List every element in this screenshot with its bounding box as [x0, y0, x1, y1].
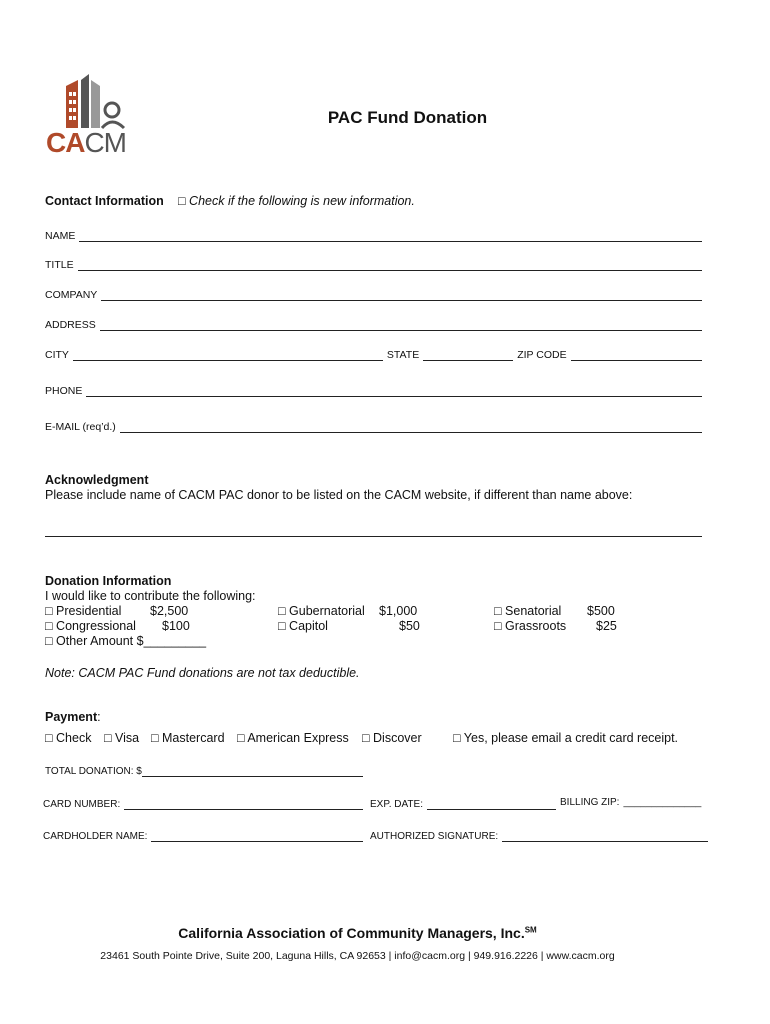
exp-date-input-line[interactable] [427, 797, 556, 810]
level-label: Gubernatorial [289, 604, 365, 618]
city-label: CITY [45, 349, 69, 361]
name-field[interactable] [45, 229, 702, 242]
checkbox-box[interactable]: □ [278, 604, 286, 618]
level-label: Capitol [289, 619, 328, 633]
cardholder-input-line[interactable] [151, 829, 363, 842]
payment-heading-row [45, 710, 101, 724]
zip-label: ZIP CODE [517, 349, 567, 361]
level-label: Senatorial [505, 604, 562, 618]
level-gubernatorial[interactable] [278, 604, 365, 618]
checkbox-box[interactable]: □ [178, 194, 186, 208]
email-input-line[interactable] [120, 420, 702, 433]
total-donation-field[interactable] [45, 764, 363, 777]
level-label: Presidential [56, 604, 122, 618]
title-label: TITLE [45, 259, 74, 271]
signature-field[interactable] [370, 829, 708, 842]
checkbox-box[interactable]: □ [494, 604, 502, 618]
level-amount: $25 [596, 619, 617, 633]
level-presidential[interactable] [45, 604, 121, 618]
payment-heading: Payment [45, 710, 98, 724]
cardholder-field[interactable] [43, 829, 363, 842]
address-input-line[interactable] [100, 318, 702, 331]
billing-zip-label: BILLING ZIP: [560, 797, 620, 808]
signature-input-line[interactable] [502, 829, 708, 842]
checkbox-box[interactable]: □ [45, 604, 53, 618]
acknowledgment-heading: Acknowledgment [45, 473, 149, 487]
city-input-line[interactable] [73, 348, 383, 361]
card-number-field[interactable] [43, 797, 363, 810]
title-field[interactable] [45, 258, 702, 271]
company-input-line[interactable] [101, 288, 702, 301]
state-label: STATE [386, 349, 420, 361]
billing-zip-field[interactable] [560, 797, 710, 808]
checkbox-box[interactable]: □ [278, 619, 286, 633]
level-label: Grassroots [505, 619, 567, 633]
city-state-zip-field[interactable] [45, 348, 702, 361]
address-label: ADDRESS [45, 319, 96, 331]
contact-heading: Contact Information [45, 194, 164, 208]
cardholder-label: CARDHOLDER NAME: [43, 831, 148, 842]
name-input-line[interactable] [79, 229, 702, 242]
footer-org [0, 925, 715, 941]
phone-field[interactable] [45, 384, 702, 397]
level-amount: $100 [162, 619, 190, 633]
pay-mastercard[interactable]: □ Mastercard [151, 731, 225, 745]
level-grassroots[interactable] [494, 619, 566, 633]
level-label: Congressional [56, 619, 136, 633]
footer-address: 23461 South Pointe Drive, Suite 200, Laguna Hills, CA 92653 | info@cacm.org | 949.916.2226 | www.cacm.org [100, 950, 615, 962]
company-label: COMPANY [45, 289, 98, 301]
email-receipt-checkbox[interactable]: □ Yes, please email a credit card receipt. [453, 731, 679, 745]
footer-org-name: California Association of Community Managers, Inc. [178, 925, 525, 941]
payment-colon: : [97, 710, 101, 724]
level-amount: $50 [399, 619, 420, 633]
pay-visa[interactable]: □ Visa [104, 731, 140, 745]
company-field[interactable] [45, 288, 702, 301]
zip-input-line[interactable] [571, 348, 702, 361]
name-label: NAME [45, 230, 76, 242]
level-amount: $2,500 [150, 604, 189, 618]
exp-date-field[interactable] [370, 797, 556, 810]
level-amount: $500 [587, 604, 615, 618]
address-field[interactable] [45, 318, 702, 331]
other-amount[interactable]: □ Other Amount $_________ [45, 634, 207, 648]
pay-amex[interactable]: □ American Express [237, 731, 349, 745]
donor-name-input-line[interactable] [45, 524, 702, 537]
new-info-label: Check if the following is new information. [189, 194, 415, 208]
phone-label: PHONE [45, 385, 83, 397]
title-input-line[interactable] [78, 258, 702, 271]
phone-input-line[interactable] [86, 384, 702, 397]
billing-zip-blank[interactable]: ______________ [623, 797, 702, 808]
level-amount: $1,000 [379, 604, 418, 618]
donation-heading: Donation Information [45, 574, 172, 588]
total-input-line[interactable] [142, 764, 363, 777]
level-congressional[interactable] [45, 619, 136, 633]
logo-wordmark: CACM [46, 127, 126, 158]
pay-check[interactable]: □ Check [45, 731, 92, 745]
page-title: PAC Fund Donation [327, 108, 488, 127]
tax-note: Note: CACM PAC Fund donations are not tax deductible. [45, 666, 360, 680]
card-number-label: CARD NUMBER: [43, 799, 121, 810]
acknowledgment-text: Please include name of CACM PAC donor to be listed on the CACM website, if different than name above: [45, 488, 633, 502]
level-capitol[interactable] [278, 619, 328, 633]
donation-intro: I would like to contribute the following: [45, 589, 256, 603]
state-input-line[interactable] [423, 348, 513, 361]
checkbox-box[interactable]: □ [45, 619, 53, 633]
signature-label: AUTHORIZED SIGNATURE: [370, 831, 499, 842]
card-number-input-line[interactable] [124, 797, 363, 810]
total-label: TOTAL DONATION: $ [45, 766, 142, 777]
email-label: E-MAIL (req’d.) [45, 421, 116, 433]
checkbox-box[interactable]: □ [494, 619, 502, 633]
level-senatorial[interactable] [494, 604, 561, 618]
exp-date-label: EXP. DATE: [370, 799, 423, 810]
new-info-checkbox[interactable] [178, 194, 415, 208]
service-mark: SM [524, 925, 537, 935]
pay-discover[interactable]: □ Discover [362, 731, 422, 745]
email-field[interactable] [45, 420, 702, 433]
